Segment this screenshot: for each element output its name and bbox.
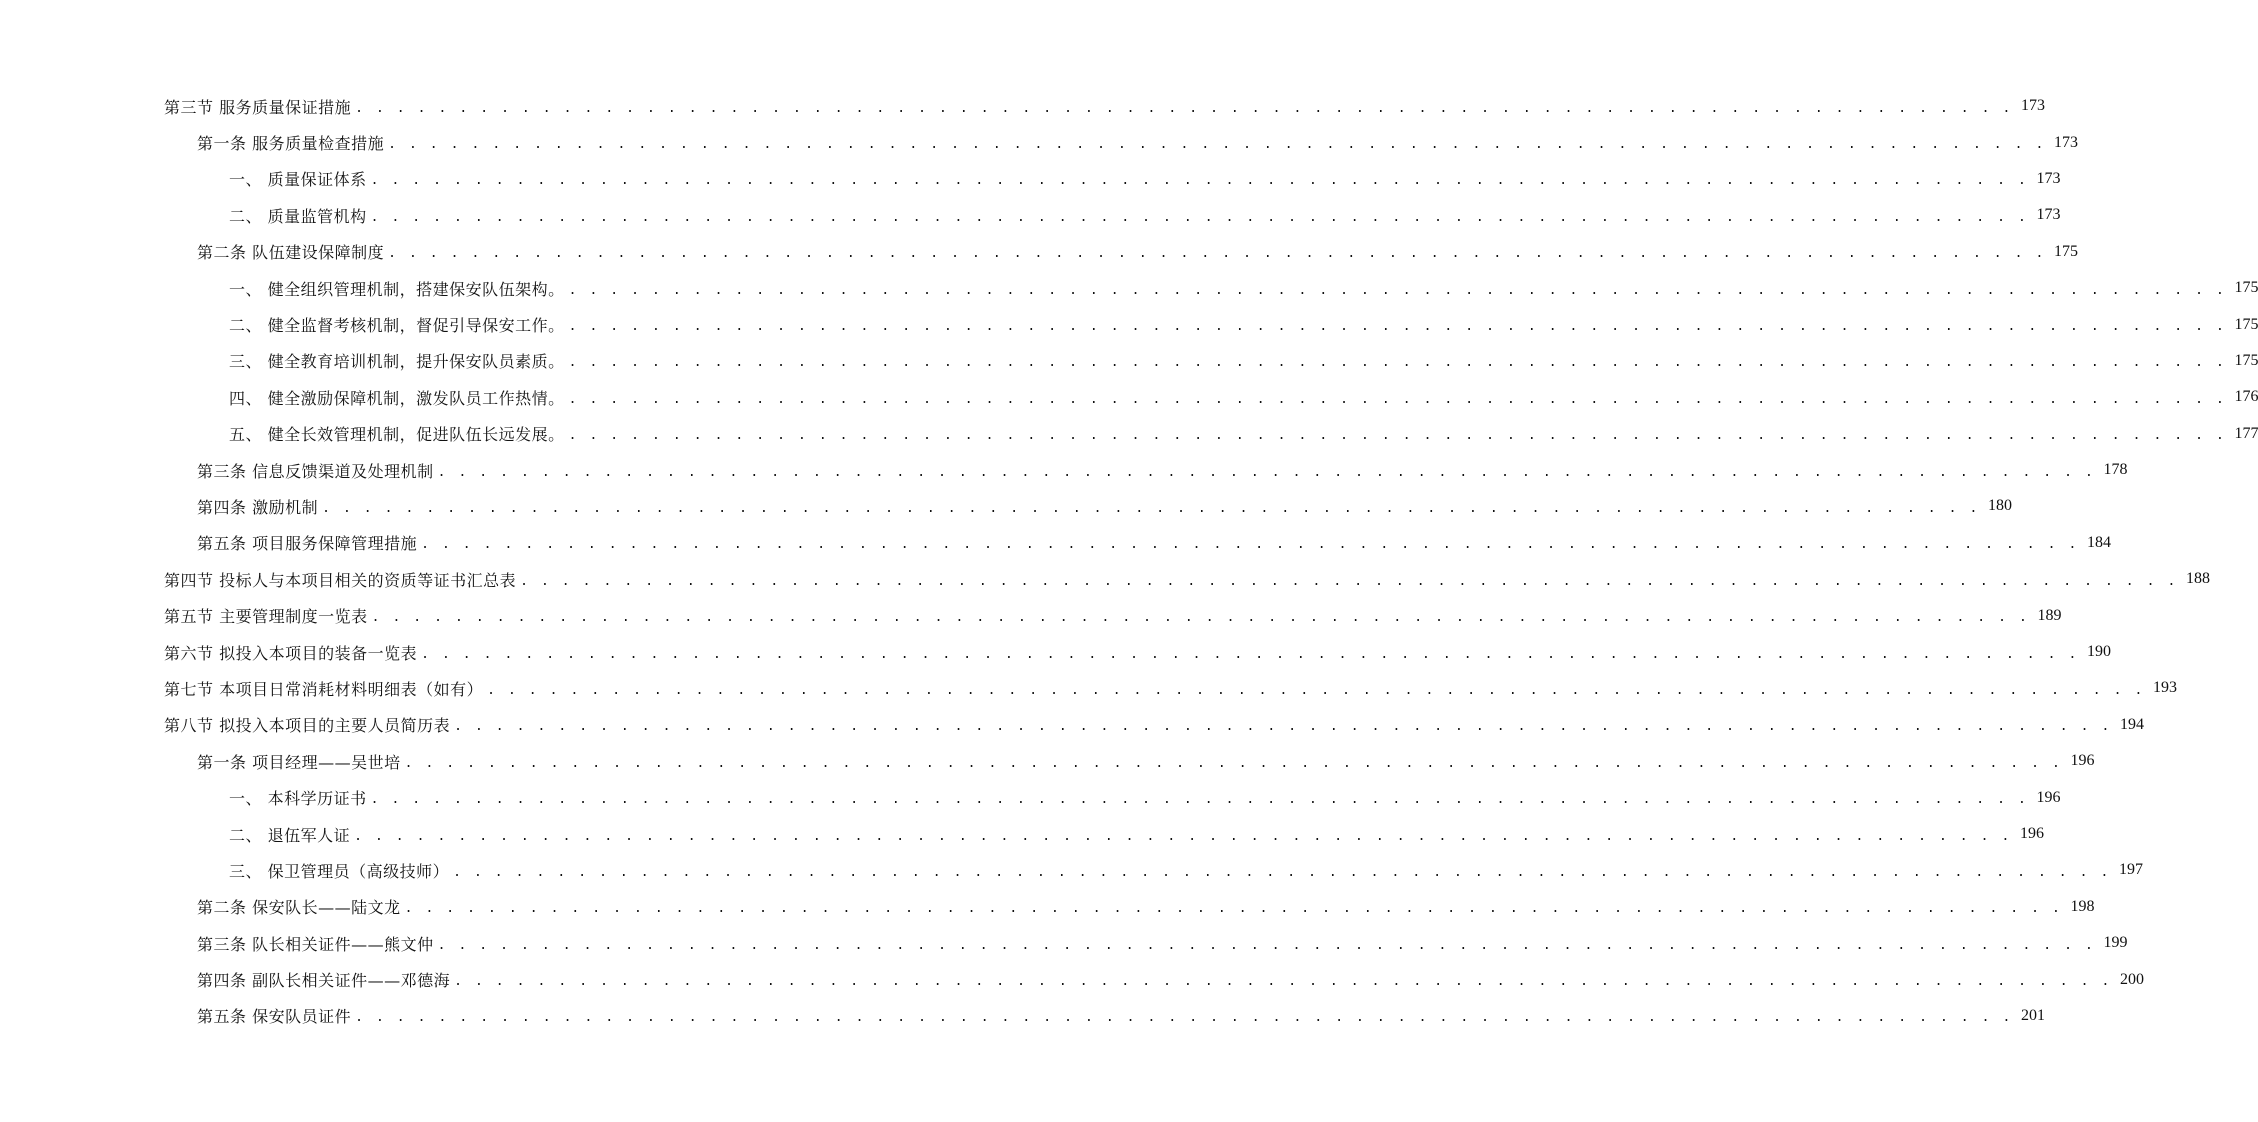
toc-entry-title: 三、 保卫管理员（高级技师） <box>229 861 450 881</box>
dot-leader: . . . . . . . . . . . . . . . . . . . . . . . . . . . . . . . . . . . . . . . . . . . . . . . . . . . . . . . . . . . . . . . . . . . . . . . . . . . . . . . . <box>454 719 2112 735</box>
toc-entry-title: 三、 健全教育培训机制，提升保安队员素质。 <box>229 352 565 372</box>
toc-entry[interactable] <box>0 306 2258 342</box>
toc-entry-page-number: 173 <box>2053 133 2078 151</box>
toc-entry-page-number: 175 <box>2234 315 2258 333</box>
toc-entry[interactable] <box>0 88 2045 124</box>
toc-entry-title: 第五条 保安队员证件 <box>197 1007 352 1027</box>
dot-leader: . . . . . . . . . . . . . . . . . . . . . . . . . . . . . . . . . . . . . . . . . . . . . . . . . . . . . . . . . . . . . . . . . . . . . . . . . . . . . . . . <box>568 282 2227 298</box>
table-of-contents <box>0 88 2258 1034</box>
toc-entry-title: 第六节 拟投入本项目的装备一览表 <box>164 643 418 663</box>
toc-entry[interactable] <box>0 597 2062 633</box>
toc-entry[interactable] <box>0 561 2210 597</box>
dot-leader: . . . . . . . . . . . . . . . . . . . . . . . . . . . . . . . . . . . . . . . . . . . . . . . . . . . . . . . . . . . . . . . . . . . . . . . . . . . . . . . . <box>370 209 2029 225</box>
toc-entry-title: 第七节 本项目日常消耗材料明细表（如有） <box>164 679 484 699</box>
toc-entry-page-number: 175 <box>2234 279 2258 297</box>
toc-entry-page-number: 176 <box>2234 388 2258 406</box>
toc-entry-title: 第五条 项目服务保障管理措施 <box>197 534 418 554</box>
toc-entry-title: 二、 退伍军人证 <box>229 825 351 845</box>
toc-entry[interactable] <box>0 889 2095 925</box>
toc-entry[interactable] <box>0 707 2144 743</box>
toc-entry-title: 第五节 主要管理制度一览表 <box>164 607 368 627</box>
toc-entry-page-number: 175 <box>2053 242 2078 260</box>
toc-entry-title: 第三节 服务质量保证措施 <box>164 97 352 117</box>
toc-entry[interactable] <box>0 161 2061 197</box>
toc-entry[interactable] <box>0 488 2012 524</box>
toc-entry-page-number: 180 <box>1987 497 2012 515</box>
toc-entry-page-number: 190 <box>2086 643 2111 661</box>
toc-entry-title: 第二条 队伍建设保障制度 <box>197 243 385 263</box>
toc-entry[interactable] <box>0 379 2258 415</box>
dot-leader: . . . . . . . . . . . . . . . . . . . . . . . . . . . . . . . . . . . . . . . . . . . . . . . . . . . . . . . . . . . . . . . . . . . . . . . . . . . . . . . . <box>568 355 2227 371</box>
toc-entry[interactable] <box>0 124 2078 160</box>
toc-entry-title: 五、 健全长效管理机制，促进队伍长远发展。 <box>229 425 565 445</box>
toc-entry[interactable] <box>0 998 2045 1034</box>
toc-entry-title: 第四节 投标人与本项目相关的资质等证书汇总表 <box>164 570 517 590</box>
dot-leader: . . . . . . . . . . . . . . . . . . . . . . . . . . . . . . . . . . . . . . . . . . . . . . . . . . . . . . . . . . . . . . . . . . . . . . . . . . . . . . . . <box>520 573 2178 589</box>
toc-entry[interactable] <box>0 961 2144 997</box>
dot-leader: . . . . . . . . . . . . . . . . . . . . . . . . . . . . . . . . . . . . . . . . . . . . . . . . . . . . . . . . . . . . . . . . . . . . . . . . . . . . . . . . <box>404 755 2063 771</box>
toc-entry-page-number: 184 <box>2086 533 2111 551</box>
toc-entry-title: 第一条 项目经理——吴世培 <box>197 752 401 772</box>
toc-entry[interactable] <box>0 270 2258 306</box>
toc-entry[interactable] <box>0 670 2177 706</box>
toc-entry[interactable] <box>0 779 2061 815</box>
toc-entry-page-number: 178 <box>2103 461 2128 479</box>
dot-leader: . . . . . . . . . . . . . . . . . . . . . . . . . . . . . . . . . . . . . . . . . . . . . . . . . . . . . . . . . . . . . . . . . . . . . . . . . . . . . . . . <box>421 646 2079 662</box>
toc-entry[interactable] <box>0 816 2044 852</box>
dot-leader: . . . . . . . . . . . . . . . . . . . . . . . . . . . . . . . . . . . . . . . . . . . . . . . . . . . . . . . . . . . . . . . . . . . . . . . . . . . . . . . . <box>437 464 2096 480</box>
toc-entry[interactable] <box>0 197 2061 233</box>
dot-leader: . . . . . . . . . . . . . . . . . . . . . . . . . . . . . . . . . . . . . . . . . . . . . . . . . . . . . . . . . . . . . . . . . . . . . . . . . . . . . . . . <box>421 537 2079 553</box>
toc-entry-page-number: 197 <box>2118 861 2143 879</box>
dot-leader: . . . . . . . . . . . . . . . . . . . . . . . . . . . . . . . . . . . . . . . . . . . . . . . . . . . . . . . . . . . . . . . . . . . . . . . . . . . . . . . . <box>388 137 2046 153</box>
dot-leader: . . . . . . . . . . . . . . . . . . . . . . . . . . . . . . . . . . . . . . . . . . . . . . . . . . . . . . . . . . . . . . . . . . . . . . . . . . . . . . . . <box>487 682 2145 698</box>
toc-entry-title: 第三条 队长相关证件——熊文仲 <box>197 934 434 954</box>
toc-entry[interactable] <box>0 343 2258 379</box>
dot-leader: . . . . . . . . . . . . . . . . . . . . . . . . . . . . . . . . . . . . . . . . . . . . . . . . . . . . . . . . . . . . . . . . . . . . . . . . . . . . . . . . <box>370 792 2029 808</box>
toc-entry-page-number: 189 <box>2037 606 2062 624</box>
dot-leader: . . . . . . . . . . . . . . . . . . . . . . . . . . . . . . . . . . . . . . . . . . . . . . . . . . . . . . . . . . . . . . . . . . . . . . . . . . . . . . . . <box>354 828 2012 844</box>
toc-entry-title: 第三条 信息反馈渠道及处理机制 <box>197 461 434 481</box>
toc-entry[interactable] <box>0 452 2128 488</box>
toc-entry-title: 二、 质量监管机构 <box>229 206 367 226</box>
toc-entry-title: 第八节 拟投入本项目的主要人员简历表 <box>164 716 451 736</box>
toc-entry-title: 一、 健全组织管理机制，搭建保安队伍架构。 <box>229 279 565 299</box>
toc-entry-title: 一、 质量保证体系 <box>229 170 367 190</box>
toc-entry-page-number: 199 <box>2103 934 2128 952</box>
dot-leader: . . . . . . . . . . . . . . . . . . . . . . . . . . . . . . . . . . . . . . . . . . . . . . . . . . . . . . . . . . . . . . . . . . . . . . . . . . . . . . . . <box>404 901 2063 917</box>
dot-leader: . . . . . . . . . . . . . . . . . . . . . . . . . . . . . . . . . . . . . . . . . . . . . . . . . . . . . . . . . . . . . . . . . . . . . . . . . . . . . . . . <box>568 391 2227 407</box>
toc-entry-title: 二、 健全监督考核机制，督促引导保安工作。 <box>229 316 565 336</box>
toc-entry-page-number: 177 <box>2234 424 2258 442</box>
toc-entry-page-number: 200 <box>2119 970 2144 988</box>
dot-leader: . . . . . . . . . . . . . . . . . . . . . . . . . . . . . . . . . . . . . . . . . . . . . . . . . . . . . . . . . . . . . . . . . . . . . . . . . . . . . . . . <box>371 610 2030 626</box>
dot-leader: . . . . . . . . . . . . . . . . . . . . . . . . . . . . . . . . . . . . . . . . . . . . . . . . . . . . . . . . . . . . . . . . . . . . . . . . . . . . . . . . <box>453 864 2111 880</box>
toc-entry-title: 第四条 副队长相关证件——邓德海 <box>197 971 451 991</box>
toc-entry[interactable] <box>0 925 2128 961</box>
toc-entry-page-number: 201 <box>2020 1006 2045 1024</box>
toc-entry-title: 四、 健全激励保障机制，激发队员工作热情。 <box>229 388 565 408</box>
toc-entry-page-number: 196 <box>2070 752 2095 770</box>
dot-leader: . . . . . . . . . . . . . . . . . . . . . . . . . . . . . . . . . . . . . . . . . . . . . . . . . . . . . . . . . . . . . . . . . . . . . . . . . . . . . . . . <box>355 100 2013 116</box>
dot-leader: . . . . . . . . . . . . . . . . . . . . . . . . . . . . . . . . . . . . . . . . . . . . . . . . . . . . . . . . . . . . . . . . . . . . . . . . . . . . . . . . <box>568 428 2227 444</box>
toc-entry-page-number: 196 <box>2036 788 2061 806</box>
toc-entry[interactable] <box>0 852 2143 888</box>
dot-leader: . . . . . . . . . . . . . . . . . . . . . . . . . . . . . . . . . . . . . . . . . . . . . . . . . . . . . . . . . . . . . . . . . . . . . . . . . . . . . . . . <box>370 173 2029 189</box>
toc-entry[interactable] <box>0 634 2111 670</box>
toc-entry-page-number: 175 <box>2234 351 2258 369</box>
toc-entry-page-number: 173 <box>2020 97 2045 115</box>
toc-entry-title: 第一条 服务质量检查措施 <box>197 134 385 154</box>
toc-entry[interactable] <box>0 416 2258 452</box>
toc-entry-title: 一、 本科学历证书 <box>229 789 367 809</box>
toc-entry-page-number: 196 <box>2019 825 2044 842</box>
dot-leader: . . . . . . . . . . . . . . . . . . . . . . . . . . . . . . . . . . . . . . . . . . . . . . . . . . . . . . . . . . . . . . . . . . . . . . . . . . . . . . . . <box>322 500 1980 516</box>
toc-entry[interactable] <box>0 525 2111 561</box>
toc-entry-title: 第四条 激励机制 <box>197 497 319 517</box>
dot-leader: . . . . . . . . . . . . . . . . . . . . . . . . . . . . . . . . . . . . . . . . . . . . . . . . . . . . . . . . . . . . . . . . . . . . . . . . . . . . . . . . <box>568 319 2227 335</box>
dot-leader: . . . . . . . . . . . . . . . . . . . . . . . . . . . . . . . . . . . . . . . . . . . . . . . . . . . . . . . . . . . . . . . . . . . . . . . . . . . . . . . . <box>388 246 2046 262</box>
toc-entry-title: 第二条 保安队长——陆文龙 <box>197 898 401 918</box>
toc-entry[interactable] <box>0 234 2078 270</box>
toc-entry-page-number: 173 <box>2036 169 2061 187</box>
toc-entry[interactable] <box>0 743 2095 779</box>
toc-entry-page-number: 194 <box>2119 715 2144 733</box>
toc-entry-page-number: 198 <box>2070 897 2095 915</box>
dot-leader: . . . . . . . . . . . . . . . . . . . . . . . . . . . . . . . . . . . . . . . . . . . . . . . . . . . . . . . . . . . . . . . . . . . . . . . . . . . . . . . . <box>437 937 2096 953</box>
toc-entry-page-number: 173 <box>2036 206 2061 224</box>
toc-entry-page-number: 193 <box>2152 679 2177 697</box>
dot-leader: . . . . . . . . . . . . . . . . . . . . . . . . . . . . . . . . . . . . . . . . . . . . . . . . . . . . . . . . . . . . . . . . . . . . . . . . . . . . . . . . <box>355 1010 2013 1026</box>
dot-leader: . . . . . . . . . . . . . . . . . . . . . . . . . . . . . . . . . . . . . . . . . . . . . . . . . . . . . . . . . . . . . . . . . . . . . . . . . . . . . . . . <box>454 974 2112 990</box>
toc-entry-page-number: 188 <box>2185 570 2210 588</box>
